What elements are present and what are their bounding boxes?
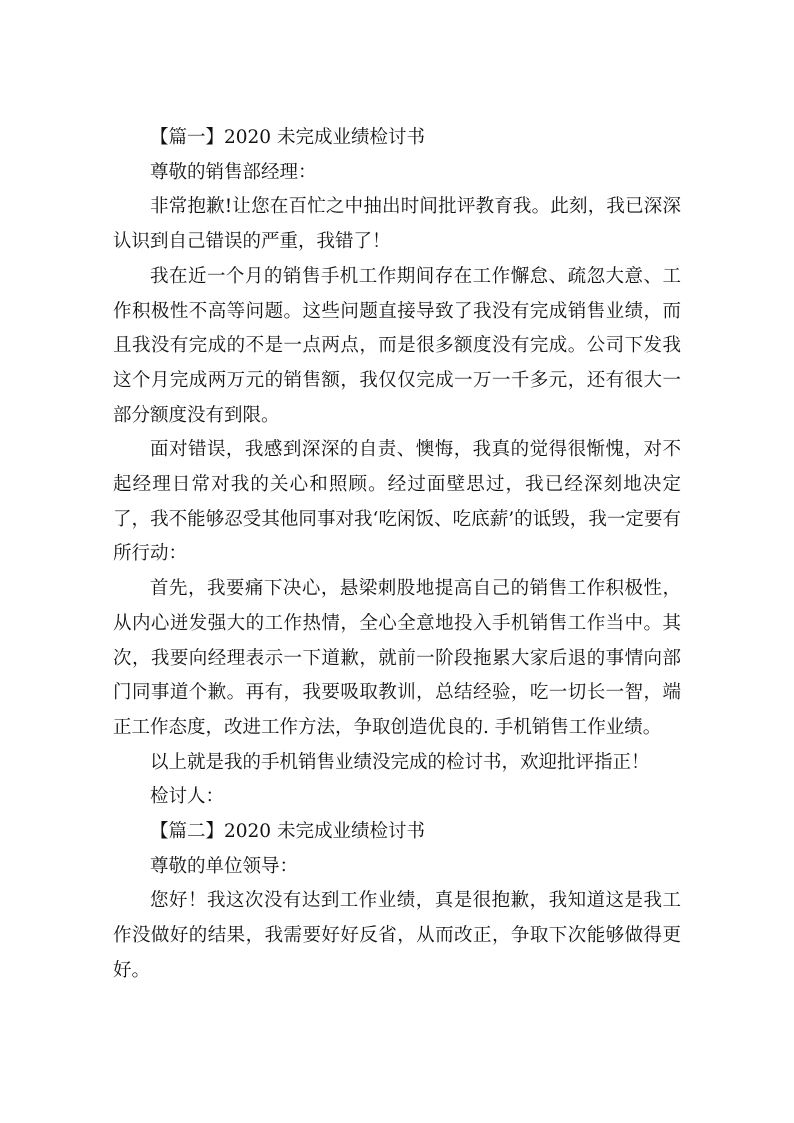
- section-heading-2: 【篇二】2020 未完成业绩检讨书: [150, 821, 425, 843]
- closing-paragraph: 以上就是我的手机销售业绩没完成的检讨书，欢迎批评指正！: [150, 751, 650, 773]
- salutation-2: 尊敬的单位领导：: [150, 855, 299, 877]
- salutation-1: 尊敬的销售部经理：: [150, 161, 317, 183]
- body-paragraph: 非常抱歉!让您在百忙之中抽出时间批评教育我。此刻，我已深深认识到自己错误的严重，我错了！: [113, 196, 681, 253]
- body-paragraph: 我在近一个月的销售手机工作期间存在工作懈怠、疏忽大意、工作积极性不高等问题。这些问题直接导致了我没有完成销售业绩，而且我没有完成的不是一点两点，而是很多额度没有完成。公司下发我这个月完成两万元的销售额，我仅仅完成一万一千多元，还有很大一部分额度没有到限。: [113, 265, 681, 426]
- signature-line: 检讨人：: [150, 786, 225, 808]
- body-paragraph: 首先，我要痛下决心，悬梁刺股地提高自己的销售工作积极性，从内心迸发强大的工作热情，全心全意地投入手机销售工作当中。其次，我要向经理表示一下道歉，就前一阶段拖累大家后退的事情向部门同事道个歉。再有，我要吸取教训，总结经验，吃一切长一智，端正工作态度，改进工作方法，争取创造优良的. 手机销售工作业绩。: [113, 578, 681, 738]
- body-paragraph: 您好！我这次没有达到工作业绩，真是很抱歉，我知道这是我工作没做好的结果，我需要好好反省，从而改正，争取下次能够做得更好。: [113, 890, 681, 981]
- body-paragraph: 面对错误，我感到深深的自责、懊悔，我真的觉得很惭愧，对不起经理日常对我的关心和照顾。经过面壁思过，我已经深刻地决定了，我不能够忍受其他同事对我‘吃闲饭、吃底薪’的诋毁，我一定要有所行动：: [113, 439, 681, 565]
- section-heading-1: 【篇一】2020 未完成业绩检讨书: [150, 127, 425, 148]
- document-body: [113, 121, 681, 989]
